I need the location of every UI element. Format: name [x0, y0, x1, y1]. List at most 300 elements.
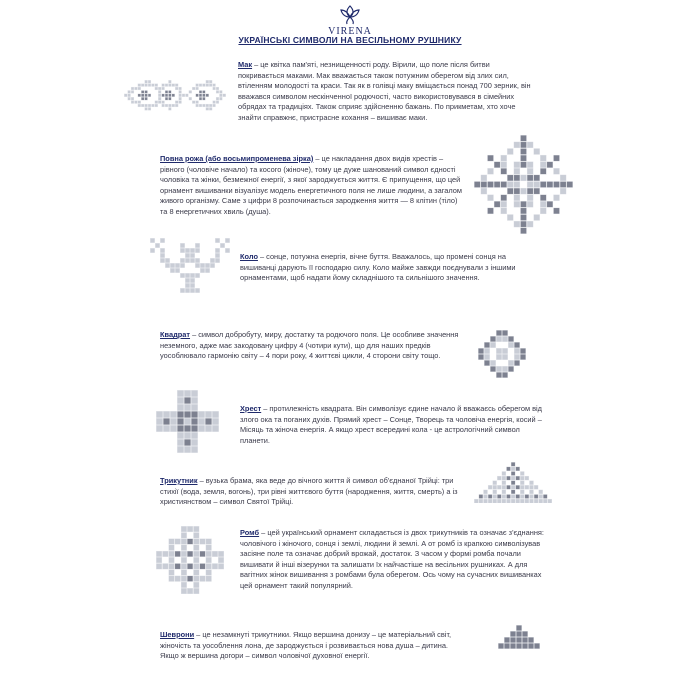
stitch-cell	[141, 84, 144, 87]
stitch-cell	[522, 643, 527, 648]
stitch-cell	[209, 104, 212, 107]
stitch-cell	[215, 253, 219, 257]
stitch-cell	[516, 494, 520, 498]
stitch-cell	[527, 188, 533, 194]
stitch-cell	[175, 263, 179, 267]
stitch-cell	[514, 162, 520, 168]
stitch-cell	[490, 342, 495, 347]
stitch-cell	[150, 238, 154, 242]
stitch-cell	[206, 563, 212, 569]
stitch-cell	[504, 643, 509, 648]
stitch-cell	[180, 273, 184, 277]
stitch-cell	[202, 84, 205, 87]
stitch-cell	[169, 557, 175, 563]
stitch-cell	[501, 201, 507, 207]
stitch-cell	[493, 499, 497, 503]
stitch-cell	[138, 84, 141, 87]
stitch-cell	[554, 168, 560, 174]
stitch-cell	[148, 94, 151, 97]
header	[0, 4, 700, 37]
stitch-cell	[168, 84, 171, 87]
eight-point-star-ornament	[474, 135, 573, 234]
stitch-cell	[169, 576, 175, 582]
stitch-cell	[162, 551, 168, 557]
stitch-cell	[548, 499, 552, 503]
stitch-cell	[169, 563, 175, 569]
stitch-cell	[150, 248, 154, 252]
stitch-cell	[493, 485, 497, 489]
stitch-cell	[145, 84, 148, 87]
stitch-cell	[212, 411, 218, 417]
stitch-cell	[219, 97, 222, 100]
stitch-cell	[506, 476, 510, 480]
stitch-cell	[202, 90, 205, 93]
stitch-cell	[184, 432, 190, 438]
stitch-cell	[502, 490, 506, 494]
stitch-cell	[191, 418, 197, 424]
stitch-cell	[502, 476, 506, 480]
stitch-cell	[148, 104, 151, 107]
stitch-cell	[198, 425, 204, 431]
desc-square: – символ добробуту, миру, достатку та родючого поля. Це особливе значення неземного, адже має закодовану цифру 4 (чотири кути), що для наших предків уособлювало гармонію світу – 4 пори року, 4 життєві цикли, 4 сторони світу тощо.	[160, 330, 459, 361]
stitch-cell	[501, 168, 507, 174]
stitch-cell	[507, 215, 513, 221]
stitch-cell	[131, 101, 134, 104]
stitch-cell	[169, 539, 175, 545]
stitch-cell	[184, 404, 190, 410]
stitch-cell	[193, 570, 199, 576]
stitch-cell	[525, 499, 529, 503]
stitch-cell	[165, 263, 169, 267]
stitch-cell	[177, 425, 183, 431]
stitch-cell	[168, 94, 171, 97]
stitch-cell	[202, 104, 205, 107]
stitch-cell	[177, 446, 183, 452]
stitch-cell	[514, 175, 520, 181]
stitch-cell	[216, 87, 219, 90]
stitch-cell	[202, 97, 205, 100]
stitch-cell	[560, 188, 566, 194]
stitch-cell	[131, 97, 134, 100]
stitch-cell	[490, 360, 495, 365]
stitch-cell	[184, 411, 190, 417]
desc-full-rose: – це накладання двох видів хрестів – рівного (чоловіче начало) та косого (жіноче), тому це дуже шанований символ єдності чоловіка та жінки, безмежної енергії, з якої зароджується життя. Є припущення, що цей орнамент вишиванки візуалізує модель енергетичного поля не лише людини, а загалом живого організму. Саме з цифри 8 розпочинається зародження життя — 8 клітин (тіло) та 8 енергетичних хвиль (душа).	[160, 154, 462, 216]
stitch-cell	[191, 439, 197, 445]
stitch-cell	[168, 97, 171, 100]
stitch-cell	[187, 539, 193, 545]
stitch-cell	[520, 471, 524, 475]
stitch-cell	[200, 576, 206, 582]
stitch-cell	[508, 366, 513, 371]
stitch-cell	[484, 360, 489, 365]
stitch-cell	[170, 425, 176, 431]
term-chevron: Шеврони	[160, 630, 195, 639]
stitch-cell	[502, 348, 507, 353]
stitch-cell	[514, 188, 520, 194]
stitch-cell	[514, 348, 519, 353]
stitch-cell	[155, 101, 158, 104]
stitch-cell	[521, 228, 527, 234]
stitch-cell	[496, 354, 501, 359]
stitch-cell	[514, 201, 520, 207]
stitch-cell	[216, 97, 219, 100]
stitch-cell	[200, 539, 206, 545]
stitch-cell	[169, 551, 175, 557]
stitch-cell	[180, 248, 184, 252]
stitch-cell	[175, 563, 181, 569]
stitch-cell	[521, 155, 527, 161]
stitch-cell	[478, 354, 483, 359]
stitch-cell	[488, 485, 492, 489]
stitch-cell	[547, 182, 553, 188]
stitch-cell	[185, 288, 189, 292]
stitch-cell	[516, 476, 520, 480]
stitch-cell	[195, 243, 199, 247]
stitch-cell	[185, 248, 189, 252]
stitch-cell	[206, 551, 212, 557]
section-cross	[240, 404, 550, 446]
stitch-cell	[501, 155, 507, 161]
stitch-cell	[190, 253, 194, 257]
stitch-cell	[540, 168, 546, 174]
stitch-cell	[540, 201, 546, 207]
stitch-cell	[193, 526, 199, 532]
stitch-cell	[215, 258, 219, 262]
stitch-cell	[209, 80, 212, 83]
stitch-cell	[165, 104, 168, 107]
stitch-cell	[484, 348, 489, 353]
stitch-cell	[539, 490, 543, 494]
stitch-cell	[502, 336, 507, 341]
stitch-cell	[193, 582, 199, 588]
stitch-cell	[534, 485, 538, 489]
term-full-rose: Повна рожа (або восьмипроменева зірка)	[160, 154, 314, 163]
stitch-cell	[521, 215, 527, 221]
stitch-cell	[484, 354, 489, 359]
stitch-cell	[507, 175, 513, 181]
stitch-cell	[206, 539, 212, 545]
stitch-cell	[205, 263, 209, 267]
stitch-cell	[141, 90, 144, 93]
stitch-cell	[225, 238, 229, 242]
stitch-cell	[163, 418, 169, 424]
stitch-cell	[181, 532, 187, 538]
stitch-cell	[527, 175, 533, 181]
stitch-cell	[496, 372, 501, 377]
stitch-cell	[534, 182, 540, 188]
stitch-cell	[200, 563, 206, 569]
stitch-cell	[131, 90, 134, 93]
stitch-cell	[175, 84, 178, 87]
stitch-cell	[189, 97, 192, 100]
stitch-cell	[165, 258, 169, 262]
stitch-cell	[213, 84, 216, 87]
stitch-cell	[478, 348, 483, 353]
stitch-cell	[496, 330, 501, 335]
stitch-cell	[488, 494, 492, 498]
stitch-cell	[177, 439, 183, 445]
term-circle: Коло	[240, 252, 258, 261]
stitch-cell	[185, 273, 189, 277]
stitch-cell	[493, 494, 497, 498]
stitch-cell	[158, 90, 161, 93]
stitch-cell	[514, 168, 520, 174]
stitch-cell	[162, 87, 165, 90]
stitch-cell	[484, 499, 488, 503]
stitch-cell	[200, 268, 204, 272]
stitch-cell	[484, 490, 488, 494]
section-poppy	[238, 60, 538, 124]
stitch-cell	[168, 104, 171, 107]
stitch-cell	[177, 404, 183, 410]
section-full-rose	[160, 154, 466, 218]
brand-name: VIRENA	[328, 26, 372, 37]
stitch-cell	[479, 499, 483, 503]
stitch-cell	[138, 101, 141, 104]
stitch-cell	[206, 570, 212, 576]
stitch-cell	[527, 221, 533, 227]
stitch-cell	[554, 182, 560, 188]
desc-rhombus: – цей український орнамент складається із двох трикутників та означає з'єднання: чоловічого і жіночого, сонця і землі, людини й землі. А от ромб із крапкою символізував засіяне поле та означає добрий врожай, достаток. З часом у формі ромба почали вишивати й інші візерунки та залишати їх найчастіше на весільних рушниках. А для вагітних жінок вишивання з ромбами була оберегом. Ось чому на сучасних вишиванках цей орнамент такий популярний.	[240, 528, 544, 590]
stitch-cell	[205, 411, 211, 417]
stitch-cell	[200, 263, 204, 267]
stitch-cell	[175, 551, 181, 557]
stitch-cell	[216, 90, 219, 93]
stitch-cell	[179, 87, 182, 90]
stitch-cell	[521, 175, 527, 181]
stitch-cell	[514, 142, 520, 148]
stitch-cell	[560, 182, 566, 188]
stitch-cell	[196, 87, 199, 90]
stitch-cell	[210, 263, 214, 267]
stitch-cell	[138, 94, 141, 97]
stitch-cell	[212, 418, 218, 424]
section-circle	[240, 252, 540, 284]
stitch-cell	[529, 499, 533, 503]
stitch-cell	[225, 248, 229, 252]
stitch-cell	[199, 94, 202, 97]
stitch-cell	[185, 94, 188, 97]
stitch-cell	[158, 87, 161, 90]
stitch-cell	[187, 576, 193, 582]
stitch-cell	[528, 637, 533, 642]
stitch-cell	[199, 104, 202, 107]
stitch-cell	[205, 268, 209, 272]
stitch-cell	[212, 425, 218, 431]
stitch-cell	[540, 182, 546, 188]
stitch-cell	[529, 485, 533, 489]
stitch-cell	[160, 248, 164, 252]
desc-cross: – протилежність квадрата. Він символізує єдине начало й вважаєсь оберегом від злого ока та поганих духів. Прямий хрест – Сонце, Творець та чоловіча енергія, косий – Місяць та жіноча енергія. А якщо хрест всередині кола - це астрологічний символ планети.	[240, 404, 542, 445]
stitch-cell	[206, 94, 209, 97]
stitch-cell	[212, 551, 218, 557]
stitch-cell	[193, 545, 199, 551]
stitch-cell	[180, 288, 184, 292]
stitch-cell	[177, 390, 183, 396]
sun-circle-ornament	[150, 238, 230, 293]
stitch-cell	[213, 104, 216, 107]
stitch-cell	[539, 499, 543, 503]
stitch-cell	[162, 563, 168, 569]
stitch-cell	[175, 268, 179, 272]
stitch-cell	[195, 263, 199, 267]
stitch-cell	[511, 485, 515, 489]
stitch-cell	[193, 557, 199, 563]
stitch-cell	[534, 175, 540, 181]
stitch-cell	[554, 208, 560, 214]
stitch-cell	[179, 94, 182, 97]
stitch-cell	[179, 101, 182, 104]
stitch-cell	[511, 499, 515, 503]
stitch-cell	[504, 637, 509, 642]
stitch-cell	[196, 101, 199, 104]
stitch-cell	[506, 494, 510, 498]
desc-triangle: – вузька брама, яка веде до вічного життя й символ об'єднаної Трійці: три стихії (вода, земля, вогонь), три рівні життєвого буття (народження, життя, смерть) а із християнством – символ Святої Трійці.	[160, 476, 458, 507]
stitch-cell	[156, 418, 162, 424]
stitch-cell	[514, 354, 519, 359]
stitch-cell	[502, 471, 506, 475]
stitch-cell	[145, 97, 148, 100]
stitch-cell	[199, 97, 202, 100]
stitch-cell	[170, 263, 174, 267]
stitch-cell	[206, 576, 212, 582]
stitch-cell	[177, 418, 183, 424]
stitch-cell	[540, 208, 546, 214]
stitch-cell	[567, 182, 573, 188]
stitch-cell	[496, 336, 501, 341]
virena-logo-icon	[339, 4, 361, 26]
stitch-cell	[138, 104, 141, 107]
stitch-cell	[502, 494, 506, 498]
stitch-cell	[145, 94, 148, 97]
stitch-cell	[175, 539, 181, 545]
stitch-cell	[128, 90, 131, 93]
term-poppy: Мак	[238, 60, 253, 69]
stitch-cell	[540, 195, 546, 201]
stitch-cell	[516, 643, 521, 648]
stitch-cell	[220, 243, 224, 247]
stitch-cell	[496, 366, 501, 371]
stitch-cell	[206, 545, 212, 551]
stitch-cell	[521, 142, 527, 148]
stitch-cell	[184, 397, 190, 403]
stitch-cell	[554, 155, 560, 161]
chevron-ornament	[498, 625, 540, 649]
stitch-cell	[198, 418, 204, 424]
stitch-cell	[520, 485, 524, 489]
stitch-cell	[534, 188, 540, 194]
stitch-cell	[527, 168, 533, 174]
stitch-cell	[198, 411, 204, 417]
stitch-cell	[190, 288, 194, 292]
stitch-cell	[543, 499, 547, 503]
stitch-cell	[490, 336, 495, 341]
section-triangle	[160, 476, 466, 508]
stitch-cell	[521, 208, 527, 214]
stitch-cell	[180, 258, 184, 262]
stitch-cell	[212, 563, 218, 569]
stitch-cell	[145, 104, 148, 107]
stitch-cell	[521, 135, 527, 141]
stitch-cell	[520, 490, 524, 494]
stitch-cell	[521, 149, 527, 155]
stitch-cell	[189, 90, 192, 93]
stitch-cell	[213, 87, 216, 90]
stitch-cell	[168, 90, 171, 93]
stitch-cell	[193, 539, 199, 545]
stitch-cell	[145, 80, 148, 83]
square-ornament	[478, 330, 526, 378]
stitch-cell	[516, 631, 521, 636]
stitch-cell	[170, 268, 174, 272]
stitch-cell	[193, 532, 199, 538]
stitch-cell	[141, 97, 144, 100]
stitch-cell	[172, 94, 175, 97]
stitch-cell	[185, 258, 189, 262]
stitch-cell	[181, 557, 187, 563]
stitch-cell	[522, 631, 527, 636]
stitch-cell	[195, 273, 199, 277]
stitch-cell	[184, 439, 190, 445]
stitch-cell	[511, 462, 515, 466]
stitch-cell	[196, 104, 199, 107]
stitch-cell	[547, 201, 553, 207]
stitch-cell	[522, 637, 527, 642]
stitch-cell	[184, 390, 190, 396]
stitch-cell	[514, 182, 520, 188]
stitch-cell	[494, 162, 500, 168]
stitch-cell	[148, 80, 151, 83]
stitch-cell	[187, 563, 193, 569]
stitch-cell	[511, 467, 515, 471]
stitch-cell	[511, 476, 515, 480]
stitch-cell	[484, 494, 488, 498]
stitch-cell	[175, 576, 181, 582]
stitch-cell	[493, 481, 497, 485]
stitch-cell	[131, 87, 134, 90]
stitch-cell	[529, 494, 533, 498]
stitch-cell	[180, 243, 184, 247]
stitch-cell	[160, 253, 164, 257]
stitch-cell	[184, 446, 190, 452]
stitch-cell	[162, 94, 165, 97]
stitch-cell	[474, 182, 480, 188]
stitch-cell	[199, 84, 202, 87]
stitch-cell	[160, 238, 164, 242]
stitch-cell	[547, 162, 553, 168]
stitch-cell	[192, 87, 195, 90]
stitch-cell	[162, 104, 165, 107]
stitch-cell	[534, 499, 538, 503]
stitch-cell	[474, 499, 478, 503]
stitch-cell	[527, 182, 533, 188]
stitch-cell	[191, 432, 197, 438]
stitch-cell	[190, 278, 194, 282]
cross-ornament	[156, 390, 219, 453]
stitch-cell	[181, 563, 187, 569]
stitch-cell	[514, 360, 519, 365]
stitch-cell	[191, 411, 197, 417]
stitch-cell	[511, 471, 515, 475]
stitch-cell	[494, 182, 500, 188]
stitch-cell	[165, 90, 168, 93]
stitch-cell	[135, 87, 138, 90]
stitch-cell	[179, 90, 182, 93]
stitch-cell	[554, 195, 560, 201]
stitch-cell	[502, 485, 506, 489]
stitch-cell	[493, 490, 497, 494]
stitch-cell	[510, 637, 515, 642]
